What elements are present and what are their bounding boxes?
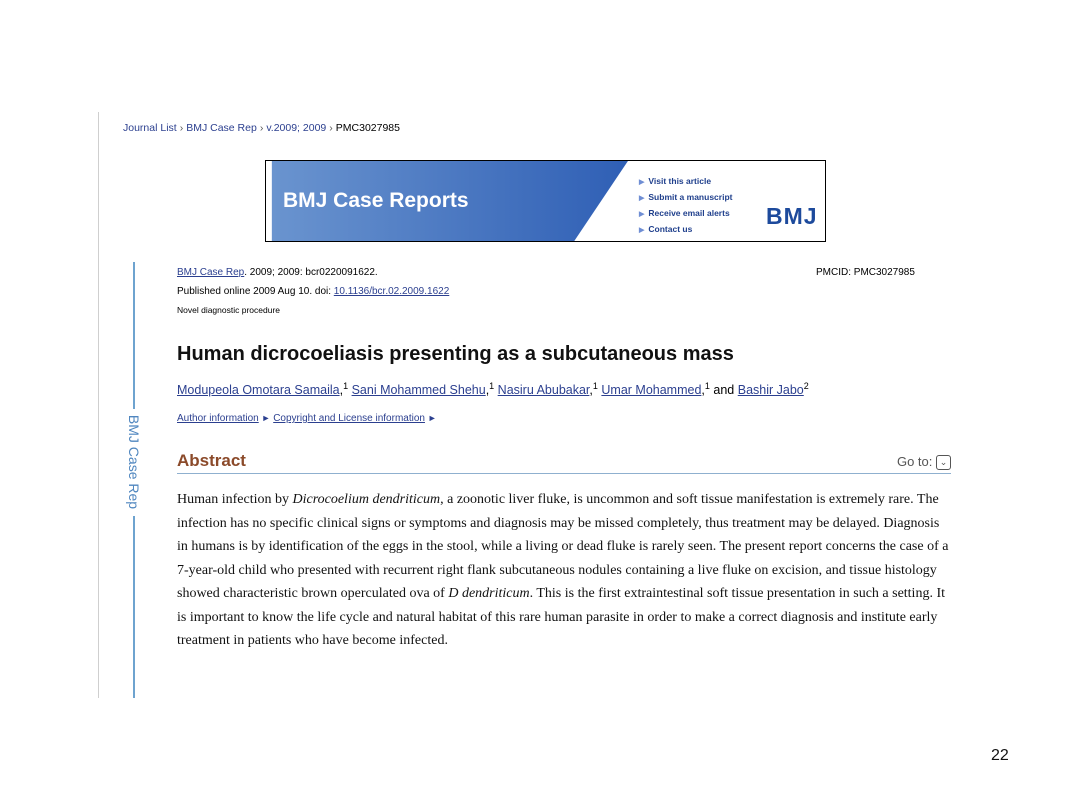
author-info-links — [177, 413, 437, 424]
side-journal-label: BMJ Case Rep — [126, 414, 142, 510]
author-list: Modupeola Omotara Samaila,$^1$ Sani Mohammed Shehu,$^1$ Nasiru Abubakar,$^1$ Umar Mohammed,$^1$ and Bashir Jabo$^2$ — [177, 381, 809, 398]
affiliation-mark: 1 — [704, 381, 710, 391]
page-number: 22 — [991, 747, 1009, 764]
breadcrumb-volume[interactable]: v.2009; 2009 — [266, 122, 327, 134]
and-word: and — [713, 383, 735, 398]
affiliation-mark: 1 — [489, 381, 495, 391]
species-name: D dendriticum — [448, 586, 530, 601]
author-link[interactable]: Nasiru Abubakar — [497, 383, 590, 398]
banner-link-visit[interactable]: ▶ Visit this article — [639, 176, 712, 186]
author-link[interactable]: Sani Mohammed Shehu — [351, 383, 486, 398]
triangle-right-icon: ▶ — [639, 179, 645, 186]
copyright-information-link[interactable]: Copyright and License information — [273, 413, 425, 424]
abstract-heading: Abstract — [177, 451, 246, 470]
banner-link-submit[interactable]: ▶ Submit a manuscript — [639, 192, 733, 202]
abstract-body: Human infection by Dicrocoelium dendriticum, a zoonotic liver fluke, is uncommon and soft tissue manifestation is extremely rare. The infection has no specific clinical signs or symptoms and diagnosis may be missed completely, thus treatment may be delayed. Diagnosis in humans is by identification of the eggs in the stool, while a living or dead fluke is rarely seen. The present report concerns the case of a 7-year-old child who presented with recurrent right flank subcutaneous nodules containing a live fluke on excision, and tissue histology showed characteristic brown operculated ova of D dendriticum. This is the first extraintestinal soft tissue presentation in such a setting. It is important to know the life cycle and natural habitat of this rare human parasite in order to make a correct diagnosis and institute early treatment in patients who have become infected. — [177, 492, 949, 648]
banner-link-alerts[interactable]: ▶ Receive email alerts — [639, 208, 730, 218]
author-information-link[interactable]: Author information — [177, 413, 259, 424]
breadcrumb-journal-list[interactable]: Journal List — [123, 122, 177, 134]
published-line — [177, 286, 449, 297]
triangle-right-icon: ▶ — [639, 211, 645, 218]
breadcrumb-separator: › — [179, 122, 184, 134]
triangle-right-icon: ▶ — [639, 227, 645, 234]
breadcrumb-journal[interactable]: BMJ Case Rep — [186, 122, 257, 134]
breadcrumb-separator: › — [329, 122, 333, 134]
species-name: Dicrocoelium dendriticum — [292, 492, 441, 507]
article-category: Novel diagnostic procedure — [177, 305, 281, 315]
journal-link[interactable]: BMJ Case Rep — [177, 267, 245, 278]
goto-label: Go to: — [896, 454, 933, 469]
goto-menu[interactable] — [897, 454, 951, 470]
affiliation-mark: 1 — [592, 381, 598, 391]
triangle-right-icon[interactable]: ► — [427, 413, 437, 423]
author-link[interactable]: Bashir Jabo — [737, 383, 804, 398]
triangle-right-icon: ▶ — [639, 195, 645, 202]
banner-title: BMJ Case Reports — [283, 189, 469, 212]
author-link[interactable]: Modupeola Omotara Samaila — [177, 383, 340, 398]
affiliation-mark: 1 — [343, 381, 349, 391]
side-rule-bottom — [133, 516, 135, 698]
triangle-right-icon[interactable]: ► — [261, 413, 271, 423]
breadcrumb — [123, 122, 400, 134]
doi-link[interactable]: 10.1136/bcr.02.2009.1622 — [333, 286, 450, 297]
citation-text: . 2009; 2009: bcr0220091622. — [244, 267, 378, 278]
breadcrumb-current: PMC3027985 — [335, 122, 400, 134]
journal-banner — [265, 160, 826, 242]
affiliation-mark: 2 — [803, 381, 809, 391]
bmj-logo: BMJ — [766, 203, 818, 229]
banner-link-contact[interactable]: ▶ Contact us — [639, 224, 693, 234]
frame-divider — [98, 112, 99, 698]
breadcrumb-separator: › — [259, 122, 264, 134]
abstract-header — [177, 451, 951, 474]
circle-chevron-down-icon[interactable]: ⌄ — [936, 455, 951, 470]
article-title: Human dicrocoeliasis presenting as a subcutaneous mass — [177, 343, 734, 365]
citation-line — [177, 267, 378, 278]
published-text: Published online 2009 Aug 10. doi: — [177, 286, 334, 297]
side-rule-top — [133, 262, 135, 409]
banner-links — [639, 174, 732, 238]
author-link[interactable]: Umar Mohammed — [601, 383, 702, 398]
pmcid: PMCID: PMC3027985 — [816, 267, 915, 278]
